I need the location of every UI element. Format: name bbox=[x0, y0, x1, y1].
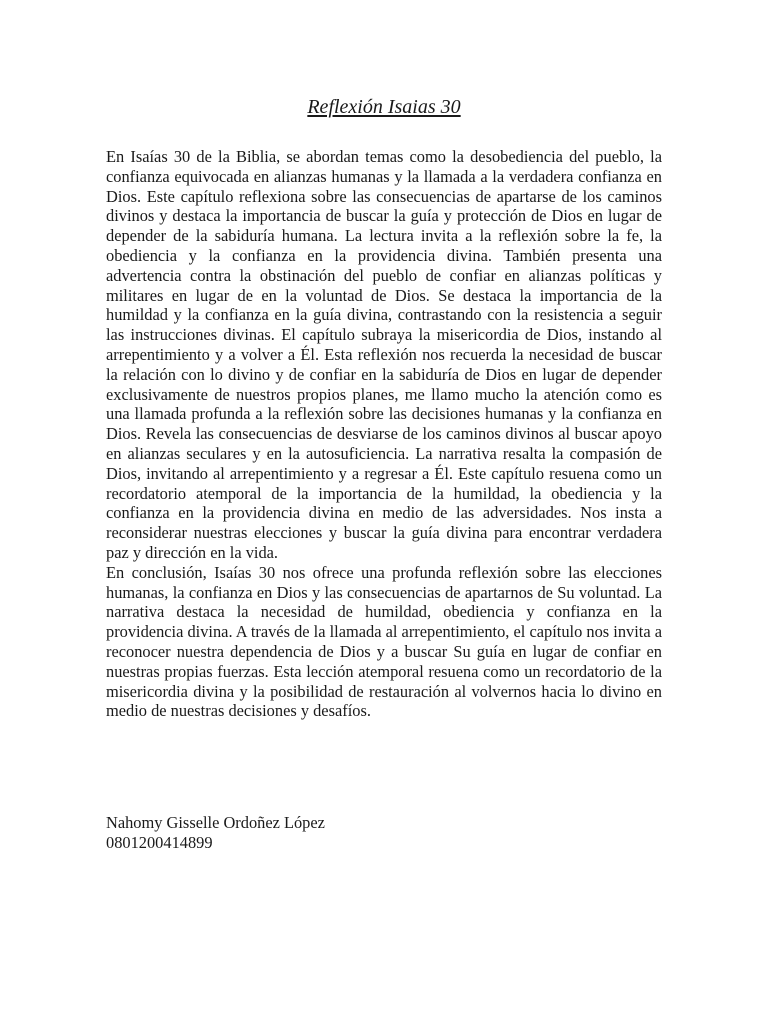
author-name: Nahomy Gisselle Ordoñez López bbox=[106, 813, 325, 832]
author-id-number: 0801200414899 bbox=[106, 832, 213, 852]
signature-block bbox=[106, 813, 325, 853]
body-paragraph-2: En conclusión, Isaías 30 nos ofrece una profunda reflexión sobre las elecciones humanas, la confianza en Dios y las consecuencias de apartarnos de Su voluntad. La narrativa destaca la necesidad de humildad, obediencia y confianza en la providencia divina. A través de la llamada al arrepentimiento, el capítulo nos invita a reconocer nuestra dependencia de Dios y a buscar Su guía en lugar de confiar en nuestras propias fuerzas. Esta lección atemporal resuena como un recordatorio de la misericordia divina y la posibilidad de restauración al volvernos hacia lo divino en medio de nuestras decisiones y desafíos. bbox=[106, 562, 662, 721]
document-body bbox=[106, 147, 662, 721]
body-paragraph-1: En Isaías 30 de la Biblia, se abordan temas como la desobediencia del pueblo, la confianza equivocada en alianzas humanas y la llamada a la verdadera confianza en Dios. Este capítulo reflexiona sobre las consecuencias de apartarse de los caminos divinos y destaca la importancia de buscar la guía y protección de Dios en lugar de depender de la sabiduría humana. La lectura invita a la reflexión sobre la fe, la obediencia y la confianza en la providencia divina. También presenta una advertencia contra la obstinación del pueblo de confiar en alianzas políticas y militares en lugar de en la voluntad de Dios. Se destaca la importancia de la humildad y la confianza en la guía divina, contrastando con la resistencia a seguir las instrucciones divinas. El capítulo subraya la misericordia de Dios, instando al arrepentimiento y a volver a Él. Esta reflexión nos recuerda la necesidad de buscar la relación con lo divino y de confiar en la sabiduría de Dios en lugar de depender exclusivamente de nuestros propios planes, me llamo mucho la atención como es una llamada profunda a la reflexión sobre las decisiones humanas y la confianza en Dios. Revela las consecuencias de desviarse de los caminos divinos al buscar apoyo en alianzas seculares y en la autosuficiencia. La narrativa resalta la compasión de Dios, invitando al arrepentimiento y a regresar a Él. Este capítulo resuena como un recordatorio atemporal de la importancia de la humildad, la obediencia y la confianza en la providencia divina en medio de las adversidades. Nos insta a reconsiderar nuestras elecciones y buscar la guía divina para encontrar verdadera paz y dirección en la vida. bbox=[106, 147, 662, 562]
document-title: Reflexión Isaias 30 bbox=[307, 96, 461, 118]
